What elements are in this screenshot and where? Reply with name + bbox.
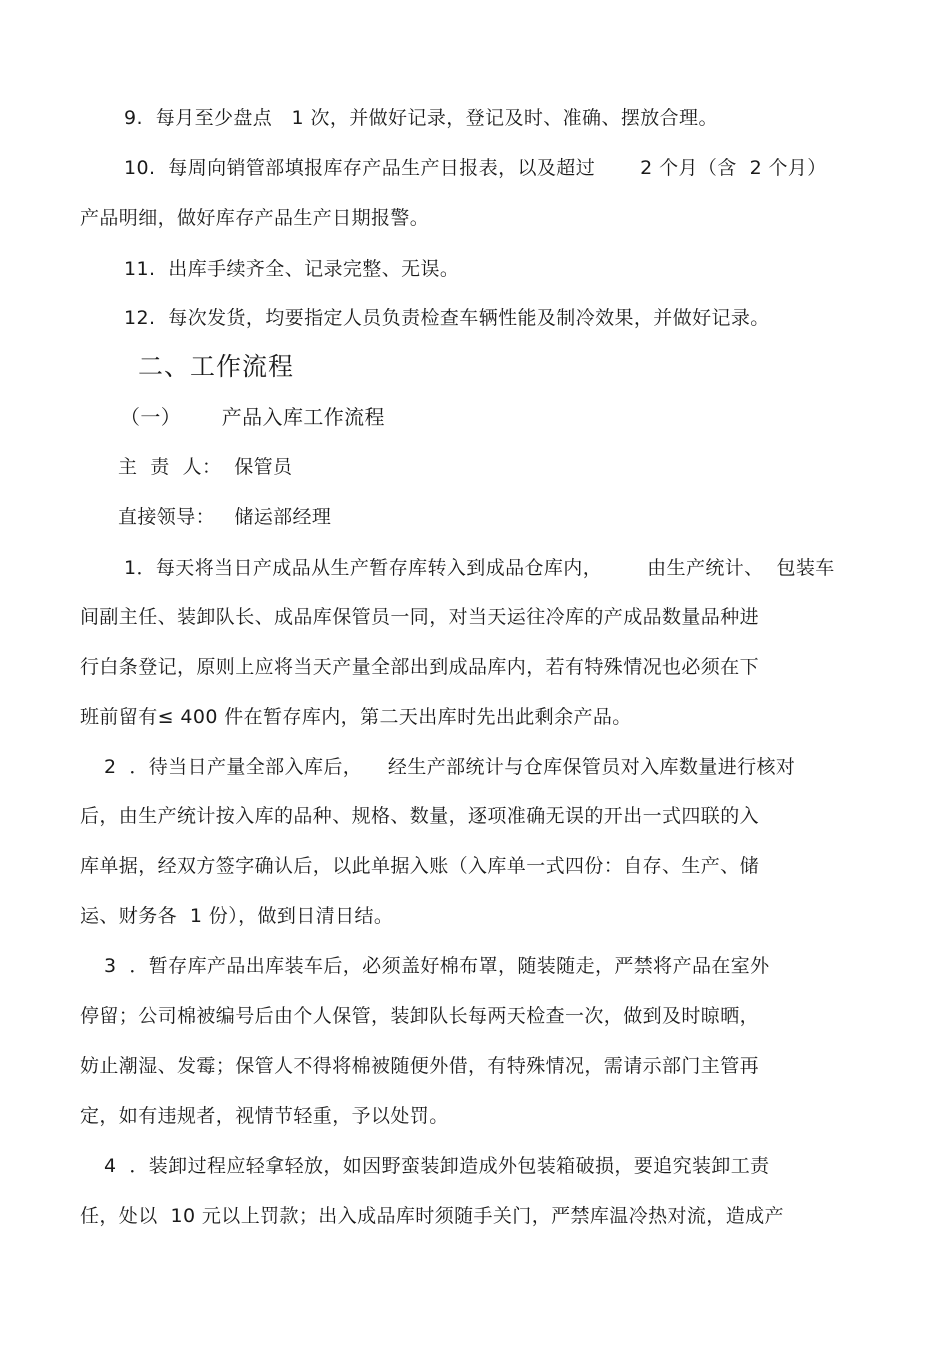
- step-1-line-4: 班前留有≤ 400 件在暂存库内，第二天出库时先出此剩余产品。: [80, 706, 632, 728]
- step-2-line-1: 2 ．待当日产量全部入库后， 经生产部统计与仓库保管员对入库数量进行核对: [104, 756, 796, 778]
- step-2-line-3: 库单据，经双方签字确认后，以此单据入账（入库单一式四份：自存、生产、储: [80, 855, 760, 877]
- step-3-line-2: 停留；公司棉被编号后由个人保管，装卸队长每两天检查一次，做到及时晾晒，: [80, 1005, 760, 1027]
- step-3-line-3: 妨止潮湿、发霉；保管人不得将棉被随便外借，有特殊情况，需请示部门主管再: [80, 1055, 760, 1077]
- subsection-heading: （一） 产品入库工作流程: [120, 405, 385, 429]
- step-2-line-2: 后，由生产统计按入库的品种、规格、数量，逐项准确无误的开出一式四联的入: [80, 805, 760, 827]
- item-12: 12. 每次发货，均要指定人员负责检查车辆性能及制冷效果，并做好记录。: [124, 307, 770, 329]
- step-2-line-4: 运、财务各 1 份），做到日清日结。: [80, 905, 394, 927]
- step-3-line-4: 定，如有违规者，视情节轻重，予以处罚。: [80, 1105, 449, 1127]
- item-9: 9. 每月至少盘点 1 次，并做好记录，登记及时、准确、摆放合理。: [124, 107, 718, 129]
- direct-leader: 直接领导： 储运部经理: [118, 506, 332, 528]
- item-10-line-2: 产品明细，做好库存产品生产日期报警。: [80, 207, 430, 229]
- step-1-line-3: 行白条登记，原则上应将当天产量全部出到成品库内，若有特殊情况也必须在下: [80, 656, 760, 678]
- item-10-line-1: 10. 每周向销管部填报库存产品生产日报表，以及超过 2 个月（含 2 个月）: [124, 157, 827, 179]
- step-4-line-1: 4 ．装卸过程应轻拿轻放，如因野蛮装卸造成外包装箱破损，要追究装卸工责: [104, 1155, 770, 1177]
- section-heading: 二、工作流程: [138, 352, 295, 381]
- item-11: 11. 出库手续齐全、记录完整、无误。: [124, 258, 460, 280]
- step-4-line-2: 任，处以 10 元以上罚款；出入成品库时须随手关门，严禁库温冷热对流，造成产: [80, 1205, 784, 1227]
- responsible-person: 主 责 人： 保管员: [118, 456, 293, 478]
- step-1-line-2: 间副主任、装卸队长、成品库保管员一同，对当天运往冷库的产成品数量品种进: [80, 606, 760, 628]
- step-3-line-1: 3 ．暂存库产品出库装车后，必须盖好棉布罩，随装随走，严禁将产品在室外: [104, 955, 770, 977]
- step-1-line-1: 1．每天将当日产成品从生产暂存库转入到成品仓库内， 由生产统计、 包装车: [124, 557, 835, 579]
